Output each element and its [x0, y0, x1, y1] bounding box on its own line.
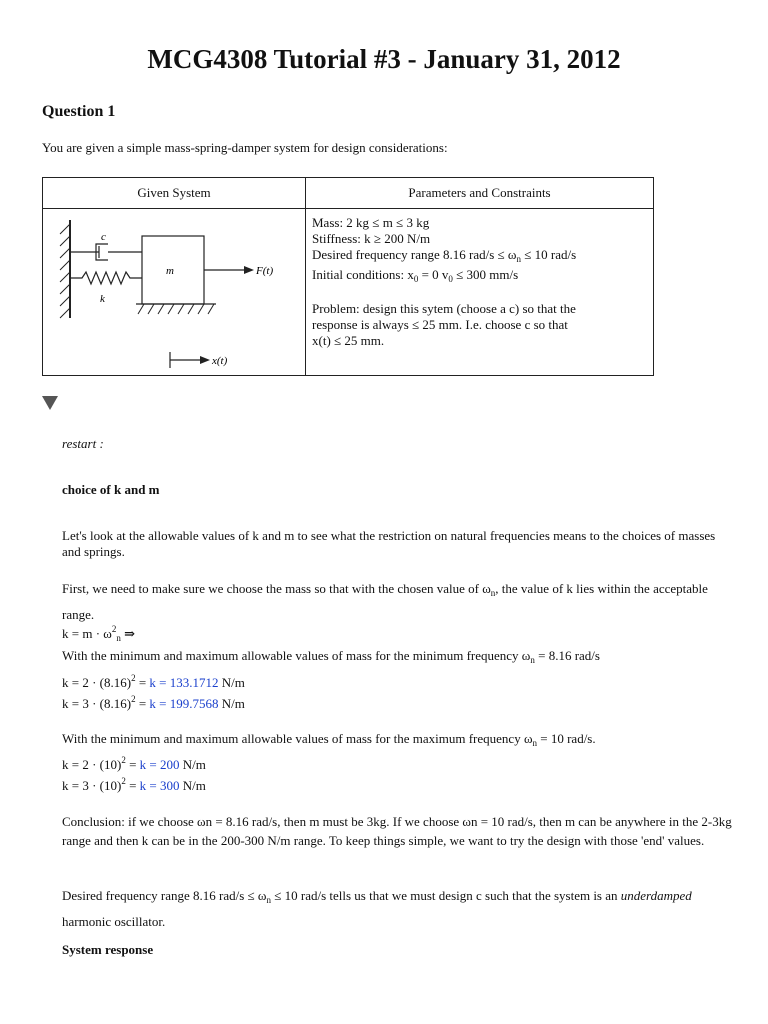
wall-hatch — [60, 224, 70, 318]
param-frequency: Desired frequency range 8.16 $rad/s \le \omega_n \le 10$ rad/s — [312, 247, 577, 264]
problem-line-3: x(t) ≤ 25 mm. — [312, 333, 385, 348]
equation-row-1: $k = 2 \cdot (8.16)^2 = k = 133.1712$ N/m — [62, 673, 245, 690]
paragraph-min-frequency: With the minimum and maximum allowable values of mass for the minimum frequency $\omega_n = 8.16$ rad/s — [62, 648, 600, 665]
collapse-section-toggle[interactable] — [42, 396, 58, 410]
equation-row-2: $k = 3 \cdot (8.16)^2 = k = 199.7568$ N/m — [62, 694, 245, 711]
parameters-cell — [306, 209, 654, 376]
heading-system-response: System response — [62, 942, 154, 957]
damper — [70, 244, 142, 260]
header-parameters: Parameters and Constraints — [306, 178, 654, 209]
header-given-system: Given System — [43, 178, 306, 209]
problem-line-1: Problem: design this sytem (choose a c) so that the — [312, 301, 576, 316]
heading-choice-km: choice of k and m — [62, 482, 160, 497]
param-mass: Mass: 2 kg ≤ m ≤ 3 kg — [312, 215, 430, 230]
diagram-cell — [43, 209, 306, 376]
paragraph-conclusion: Conclusion: if we choose ωn = 8.16 rad/s, then m must be 3kg. If we choose ωn = 10 rad/s, then m can be anywhere in the 2-3kg range and then k can be in the 200-300 N/m range. To keep things simple, we want to try the design with those 'end' values. — [62, 814, 732, 848]
param-stiffness: Stiffness: k ≥ 200 N/m — [312, 231, 431, 246]
spring-label: k — [100, 293, 105, 305]
mass-label: m — [166, 265, 174, 277]
spring — [70, 272, 142, 284]
paragraph-choose-mass: First, we need to make sure we choose the mass so that with the chosen value of $\omega_n$, the value of k lies within the acceptable range. — [62, 581, 708, 622]
page-title: MCG4308 Tutorial #3 - January 31, 2012 — [147, 44, 621, 74]
equation-row-3: $k = 2 \cdot (10)^2 = k = 200$ N/m — [62, 755, 206, 772]
paragraph-allowable-values: Let's look at the allowable values of k and m to see what the restriction on natural frequencies means to the choices of masses and springs. — [62, 528, 716, 559]
equation-row-4: $k = 3 \cdot (10)^2 = k = 300$ N/m — [62, 776, 206, 793]
equation-k-m-omega: $k = m \cdot \omega^2_n$ ⇒ — [62, 624, 135, 643]
question-heading: Question 1 — [42, 103, 116, 120]
problem-line-2: response is always ≤ 25 mm. I.e. choose c so that — [312, 317, 568, 332]
ground-hatch — [138, 304, 214, 314]
paragraph-max-frequency: With the minimum and maximum allowable values of mass for the maximum frequency $\omega_n = 10$ rad/s. — [62, 731, 596, 748]
force-label: F(t) — [256, 265, 274, 277]
restart-command: restart : — [62, 436, 104, 451]
mass-spring-damper-diagram — [44, 210, 302, 368]
damper-label: c — [101, 231, 106, 243]
displacement-label: x(t) — [212, 355, 228, 367]
system-table — [42, 177, 654, 376]
param-initial-conditions: Initial conditions: $x_0 = 0$ $v_0 \le 300$ mm/s — [312, 267, 519, 284]
intro-text: You are given a simple mass-spring-damper system for design considerations: — [42, 140, 448, 155]
paragraph-desired-frequency: Desired frequency range 8.16 $rad/s \le \omega_n \le 10$ rad/s tells us that we must design c such that the system is an underdamped harmonic oscillator. — [62, 888, 692, 929]
